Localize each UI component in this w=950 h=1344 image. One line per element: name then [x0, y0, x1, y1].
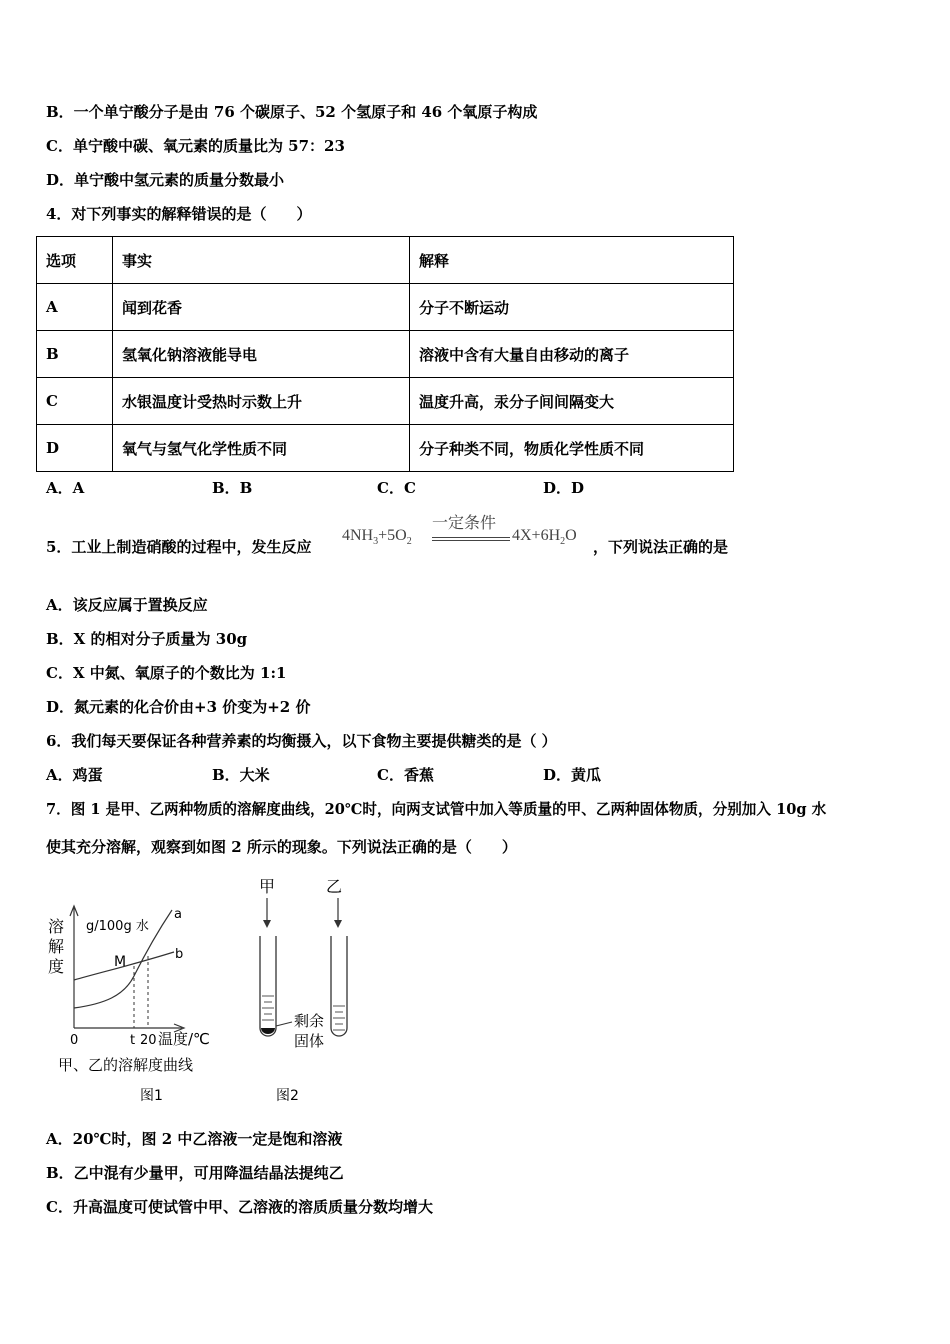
- arrow-right-head: [334, 920, 342, 928]
- reaction-equation: [342, 510, 592, 556]
- tube-left-label: 甲: [259, 877, 276, 896]
- header-option: 选项: [37, 237, 113, 284]
- header-fact: 事实: [113, 237, 410, 284]
- products: $4X+6H_2O$: [512, 527, 577, 548]
- arrow-left-head: [263, 920, 271, 928]
- q4-option-c: C．C: [377, 479, 416, 497]
- q3-option-d: D．单宁酸中氢元素的质量分数最小: [46, 171, 285, 189]
- figure1-solubility-chart: [48, 906, 210, 1104]
- tube-right-label: 乙: [326, 877, 343, 896]
- q5-option-b: B．X 的相对分子质量为 30g: [46, 630, 248, 648]
- table-cell: 水银温度计受热时示数上升: [113, 378, 410, 425]
- q7-option-b: B．乙中混有少量甲，可用降温结晶法提纯乙: [46, 1164, 344, 1182]
- liquid-right: [333, 1006, 345, 1030]
- q7-stem-line1: 7．图 1 是甲、乙两种物质的溶解度曲线，20℃时，向两支试管中加入等质量的甲、乙两种固体物质，分别加入 10g 水: [46, 801, 827, 818]
- q5-stem-after: ，下列说法正确的是: [593, 538, 729, 556]
- q4-option-d: D．D: [543, 479, 585, 497]
- q6-option-b: B．大米: [212, 766, 270, 784]
- equals-line-bottom: [432, 540, 510, 541]
- ylabel-char: 度: [48, 957, 65, 976]
- residue-label-line1: 剩余: [294, 1012, 325, 1030]
- q4-option-a: A．A: [46, 479, 85, 497]
- table-cell: 闻到花香: [113, 284, 410, 331]
- equals-line-top: [432, 537, 510, 538]
- q4-stem: 4．对下列事实的解释错误的是（ ）: [46, 205, 312, 223]
- table-row: [37, 378, 734, 425]
- q6-option-a: A．鸡蛋: [46, 766, 103, 784]
- table-row: [37, 331, 734, 378]
- table-cell: C: [37, 378, 113, 425]
- reaction-condition: 一定条件: [432, 515, 497, 532]
- figure1-caption: 甲、乙的溶解度曲线: [58, 1056, 194, 1074]
- q3-option-b: B．一个单宁酸分子是由 76 个碳原子、52 个氢原子和 46 个氧原子构成: [46, 103, 538, 121]
- table-cell: 分子种类不同，物质化学性质不同: [410, 425, 734, 472]
- q6-option-d: D．黄瓜: [543, 766, 602, 784]
- residue-pointer: [276, 1022, 292, 1026]
- ylabel-char: 解: [48, 937, 65, 956]
- table-cell: 氢氧化钠溶液能导电: [113, 331, 410, 378]
- q7-option-c: C．升高温度可使试管中甲、乙溶液的溶质质量分数均增大: [46, 1198, 433, 1216]
- tick-20-label: 20: [140, 1033, 157, 1048]
- y-axis-unit: g/100g 水: [86, 919, 149, 934]
- curve-b-label: b: [175, 947, 184, 962]
- q5-option-a: A．该反应属于置换反应: [46, 596, 208, 614]
- q5-option-d: D．氮元素的化合价由+3 价变为+2 价: [46, 698, 311, 716]
- q4-option-b: B．B: [212, 479, 253, 497]
- q7-stem-line2: 使其充分溶解，观察到如图 2 所示的现象。下列说法正确的是（ ）: [46, 838, 517, 856]
- table-row: [37, 425, 734, 472]
- q5-stem-before: 5．工业上制造硝酸的过程中，发生反应: [46, 538, 312, 556]
- table-header-row: [37, 237, 734, 284]
- origin-label: 0: [70, 1033, 79, 1048]
- table-cell: B: [37, 331, 113, 378]
- liquid-left: [262, 996, 274, 1020]
- q4-table: [36, 236, 734, 472]
- figure2-test-tubes: [259, 877, 347, 1104]
- q6-option-c: C．香蕉: [377, 766, 434, 784]
- table-cell: A: [37, 284, 113, 331]
- reactants: $4NH_3+5O_2$: [342, 527, 412, 548]
- header-explanation: 解释: [410, 237, 734, 284]
- q3-option-c: C．单宁酸中碳、氧元素的质量比为 57：23: [46, 137, 345, 155]
- figure1-label: 图1: [140, 1088, 163, 1104]
- test-tube-right: [331, 936, 347, 1036]
- curve-a-label: a: [174, 907, 182, 922]
- table-cell: 氧气与氢气化学性质不同: [113, 425, 410, 472]
- table-cell: 溶液中含有大量自由移动的离子: [410, 331, 734, 378]
- q7-figures: [40, 872, 370, 1112]
- residue-label-line2: 固体: [294, 1032, 325, 1050]
- tick-t-label: t: [130, 1033, 136, 1048]
- ylabel-char: 溶: [48, 917, 65, 936]
- table-row: [37, 284, 734, 331]
- test-tube-left: [260, 936, 276, 1036]
- q5-option-c: C．X 中氮、氧原子的个数比为 1:1: [46, 664, 287, 682]
- intersection-point-label: M: [114, 954, 127, 970]
- table-cell: D: [37, 425, 113, 472]
- table-cell: 温度升高，汞分子间间隔变大: [410, 378, 734, 425]
- q6-stem: 6．我们每天要保证各种营养素的均衡摄入，以下食物主要提供糖类的是（ ）: [46, 732, 557, 750]
- table-cell: 分子不断运动: [410, 284, 734, 331]
- x-axis-label: 温度/℃: [158, 1030, 210, 1048]
- residual-solid: [261, 1028, 275, 1034]
- figure2-label: 图2: [276, 1088, 299, 1104]
- q7-option-a: A．20℃时，图 2 中乙溶液一定是饱和溶液: [46, 1130, 343, 1148]
